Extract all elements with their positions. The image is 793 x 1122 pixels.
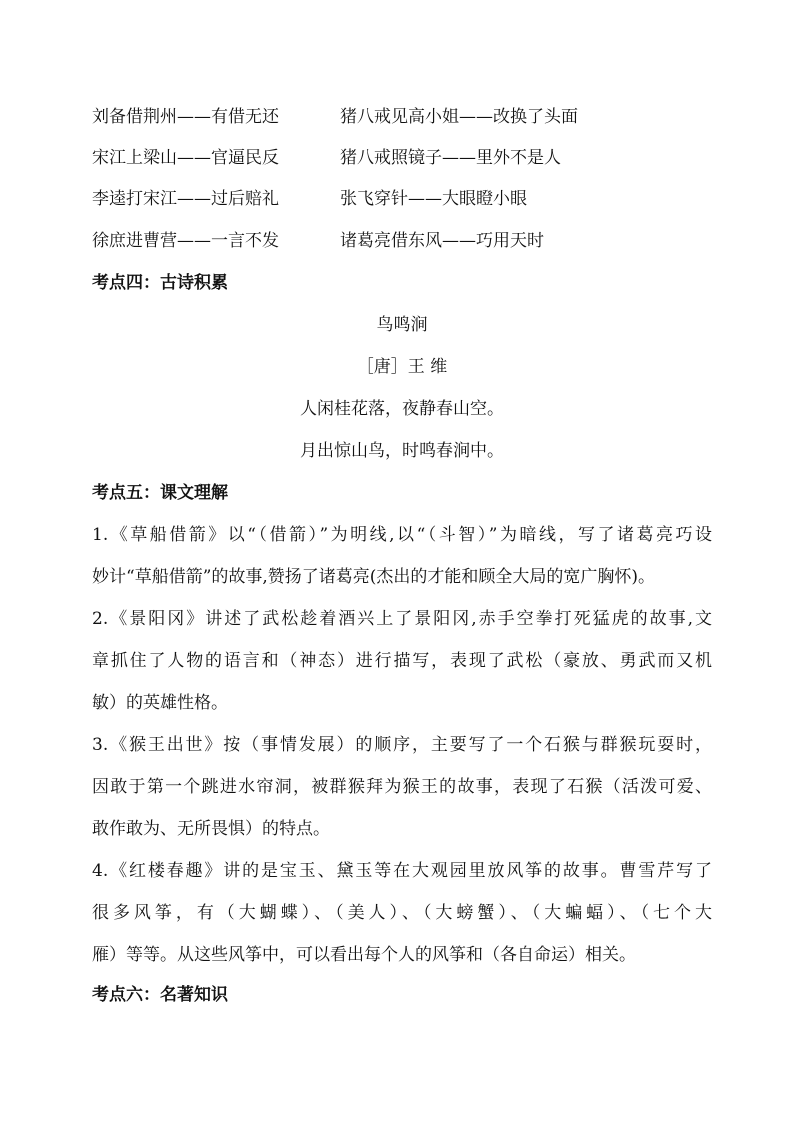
paragraph-line: 3.《猴王出世》按（事情发展）的顺序，主要写了一个石猴与群猴玩耍时， bbox=[92, 735, 712, 755]
paragraph-line: 2.《景阳冈》讲述了武松趁着酒兴上了景阳冈,赤手空拳打死猛虎的故事,文 bbox=[92, 609, 712, 629]
paragraph-line: 敏）的英雄性格。 bbox=[92, 693, 228, 713]
section-heading: 考点四：古诗积累 bbox=[92, 273, 228, 293]
paragraph-line: 很多风筝，有（大蝴蝶）、（美人）、（大螃蟹）、（大蝙蝠）、（七个大 bbox=[92, 903, 712, 923]
poem-title: 鸟鸣涧 bbox=[376, 315, 428, 335]
xiehouyu-left: 宋江上梁山——官逼民反 bbox=[92, 148, 279, 168]
paragraph-line: 4.《红楼春趣》讲的是宝玉、黛玉等在大观园里放风筝的故事。曹雪芹写了 bbox=[92, 861, 712, 881]
xiehouyu-left: 李逵打宋江——过后赔礼 bbox=[92, 189, 279, 209]
xiehouyu-row bbox=[92, 184, 712, 214]
paragraph-line: 雁）等等。从这些风筝中，可以看出每个人的风筝和（各自命运）相关。 bbox=[92, 945, 636, 965]
paragraph-line: 因敢于第一个跳进水帘洞，被群猴拜为猴王的故事，表现了石猴（活泼可爱、 bbox=[92, 777, 712, 797]
paragraph-line: 妙计“草船借箭”的故事,赞扬了诸葛亮(杰出的才能和顾全大局的宽广胸怀)。 bbox=[92, 567, 656, 587]
section-heading: 考点五：课文理解 bbox=[92, 483, 228, 503]
xiehouyu-row bbox=[92, 226, 712, 256]
xiehouyu-row bbox=[92, 102, 712, 132]
paragraph-line: 敢作敢为、无所畏惧）的特点。 bbox=[92, 819, 330, 839]
xiehouyu-right: 诸葛亮借东风——巧用天时 bbox=[340, 231, 544, 251]
xiehouyu-right: 猪八戒照镜子——里外不是人 bbox=[340, 148, 561, 168]
xiehouyu-left: 刘备借荆州——有借无还 bbox=[92, 107, 279, 127]
xiehouyu-right: 猪八戒见高小姐——改换了头面 bbox=[340, 107, 578, 127]
xiehouyu-right: 张飞穿针——大眼瞪小眼 bbox=[340, 189, 527, 209]
paragraph-line: 1.《草船借箭》以“（借箭）”为明线,以“（斗智）”为暗线，写了诸葛亮巧设 bbox=[92, 525, 712, 545]
poem-author: ［唐］王 维 bbox=[356, 357, 448, 377]
poem-line: 月出惊山鸟，时鸣春涧中。 bbox=[300, 441, 504, 461]
xiehouyu-row bbox=[92, 143, 712, 173]
xiehouyu-left: 徐庶进曹营——一言不发 bbox=[92, 231, 279, 251]
section-heading: 考点六：名著知识 bbox=[92, 985, 228, 1005]
poem-line: 人闲桂花落，夜静春山空。 bbox=[300, 399, 504, 419]
paragraph-line: 章抓住了人物的语言和（神态）进行描写，表现了武松（豪放、勇武而又机 bbox=[92, 651, 712, 671]
